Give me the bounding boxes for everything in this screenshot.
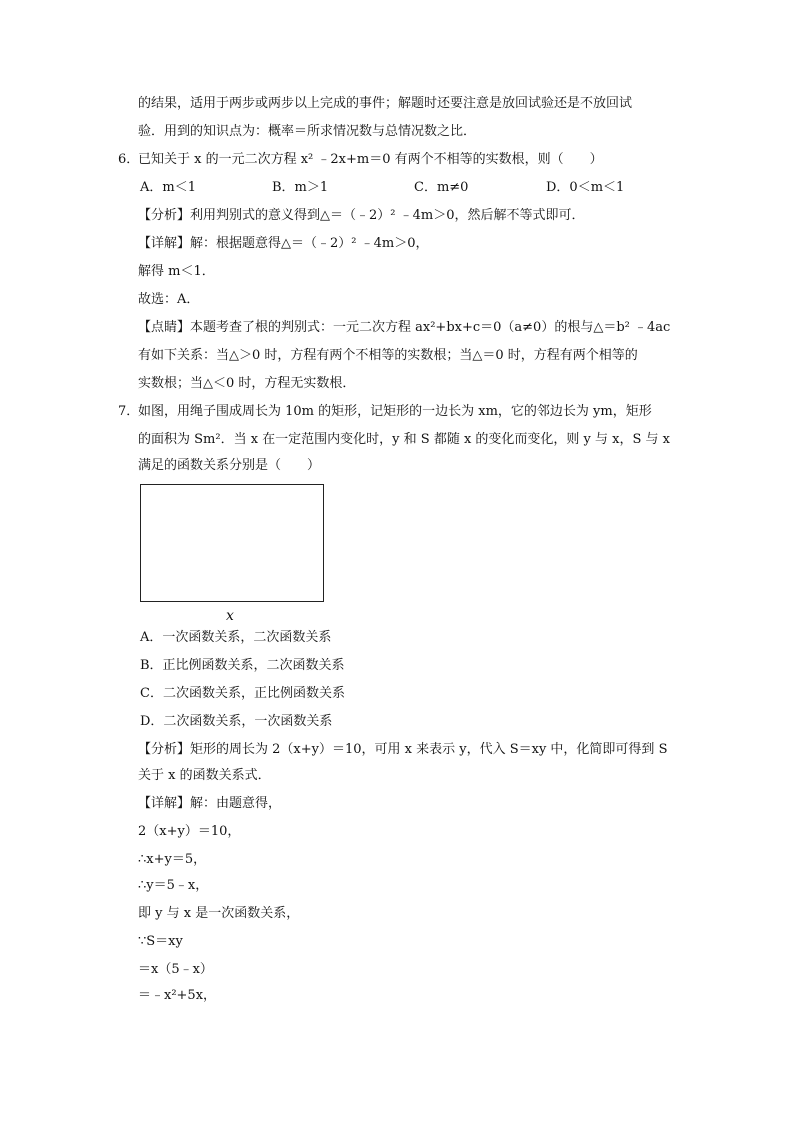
question-6-option-a: A．m＜1 [140,180,196,195]
question-7-detail-1: 【详解】解：由题意得， [138,796,282,811]
question-6-option-c: C．m≠0 [414,180,469,195]
question-6-stem: 已知关于 x 的一元二次方程 x² ﹣2x+m＝0 有两个不相等的实数根，则（ ） [138,152,603,167]
solution-step: ∴y＝5﹣x， [138,878,209,893]
question-7-option-c: C．二次函数关系，正比例函数关系 [140,686,345,701]
question-6-comment-3: 实数根；当△＜0 时，方程无实数根． [138,376,356,391]
question-6-number: 6． [118,152,140,167]
prev-text-line-1: 的结果，适用于两步或两步以上完成的事件；解题时还要注意是放回试验还是不放回试 [138,96,633,111]
question-6-detail-1: 【详解】解：根据题意得△＝（﹣2）² ﹣4m＞0， [138,236,429,251]
question-6-analysis: 【分析】利用判别式的意义得到△＝（﹣2）² ﹣4m＞0，然后解不等式即可． [138,208,585,223]
solution-step: ＝﹣x²+5x， [138,988,217,1003]
question-6-comment-1: 【点睛】本题考查了根的判别式：一元二次方程 ax²+bx+c＝0（a≠0）的根与△＝b² ﹣4ac [138,320,671,335]
question-6-comment-2: 有如下关系：当△＞0 时，方程有两个不相等的实数根；当△＝0 时，方程有两个相等的 [138,348,638,363]
rectangle-figure-label: x [226,608,234,624]
question-6-detail-3: 故选：A． [138,292,200,307]
question-7-stem-2: 的面积为 Sm²．当 x 在一定范围内变化时，y 和 S 都随 x 的变化而变化，则 y 与 x，S 与 x [138,432,670,447]
rectangle-figure [140,484,324,602]
question-6-option-b: B．m＞1 [272,180,329,195]
question-7-analysis-2: 关于 x 的函数关系式． [138,768,271,783]
question-7-stem-1: 如图，用绳子围成周长为 10m 的矩形，记矩形的一边长为 xm，它的邻边长为 ym，矩形 [138,404,652,419]
solution-step: ＝x（5﹣x） [138,962,213,977]
question-7-option-a: A．一次函数关系，二次函数关系 [140,630,332,645]
prev-text-line-2: 验．用到的知识点为：概率＝所求情况数与总情况数之比． [138,124,477,139]
question-7-option-d: D．二次函数关系，一次函数关系 [140,714,333,729]
question-6-option-d: D．0＜m＜1 [546,180,625,195]
question-7-number: 7． [118,404,140,419]
solution-step: 即 y 与 x 是一次函数关系， [138,906,300,921]
solution-step: ∵S＝xy [138,934,183,949]
question-6-detail-2: 解得 m＜1． [138,264,215,279]
question-7-analysis-1: 【分析】矩形的周长为 2（x+y）＝10，可用 x 来表示 y，代入 S＝xy 中，化简即可得到 S [138,742,668,757]
solution-step: 2（x+y）＝10， [138,824,241,839]
question-7-option-b: B．正比例函数关系，二次函数关系 [140,658,345,673]
question-7-stem-3: 满足的函数关系分别是（ ） [138,458,321,473]
solution-step: ∴x+y＝5， [138,852,207,867]
